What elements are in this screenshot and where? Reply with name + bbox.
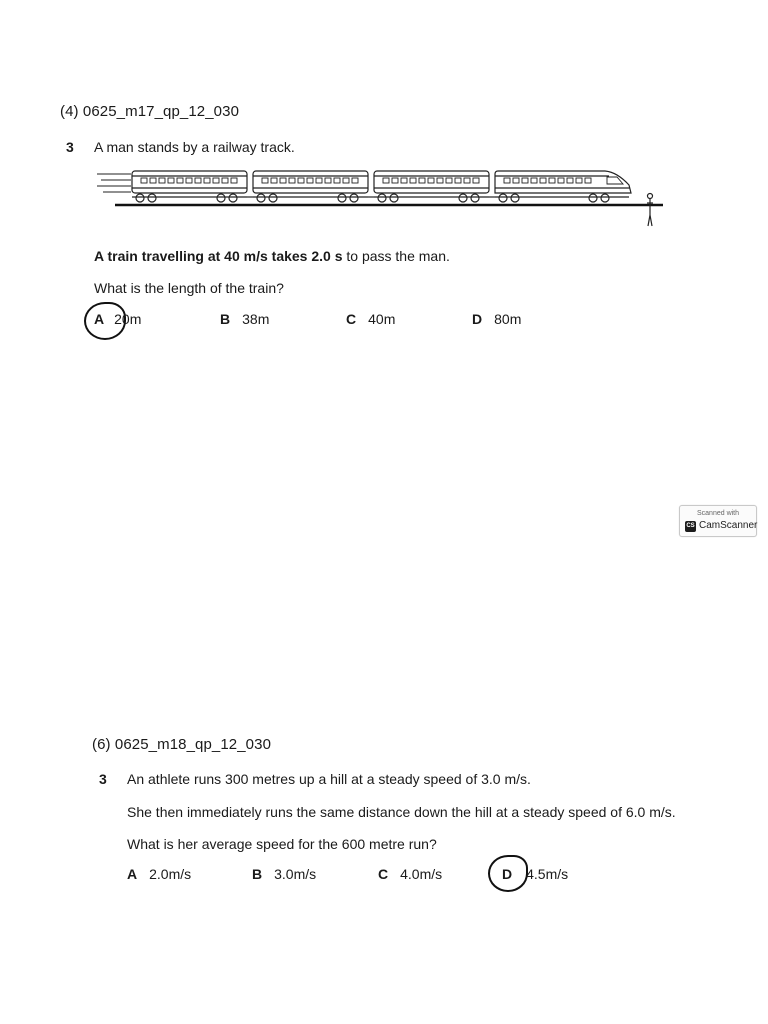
q2-option-d[interactable]: D 4.5m/s [502, 866, 569, 882]
train-diagram [95, 163, 675, 233]
train-locomotive [495, 171, 631, 202]
camscanner-badge [679, 505, 757, 537]
q1-option-c[interactable]: C 40m [346, 311, 396, 327]
question-1-code: (4) 0625_m17_qp_12_030 [60, 103, 240, 120]
question-2-code: (6) 0625_m18_qp_12_030 [92, 736, 272, 753]
man-figure [647, 194, 653, 227]
question-2-line-2: She then immediately runs the same distance down the hill at a steady speed of 6.0 m/s. [127, 804, 676, 820]
q2-option-c[interactable]: C 4.0m/s [378, 866, 443, 882]
camscanner-logo-icon: CS [685, 521, 696, 532]
question-1-question: What is the length of the train? [94, 280, 284, 296]
train-carriage [374, 171, 489, 202]
q1-option-b[interactable]: B 38m [220, 311, 270, 327]
question-1-intro: A man stands by a railway track. [94, 139, 295, 155]
question-1-number: 3 [66, 139, 74, 155]
badge-caption: Scanned with [696, 510, 740, 517]
question-2-question: What is her average speed for the 600 metre run? [127, 836, 437, 852]
question-2-line-1: An athlete runs 300 metres up a hill at a steady speed of 3.0 m/s. [127, 771, 531, 787]
badge-name: CamScanner [699, 520, 758, 531]
question-2-number: 3 [99, 771, 107, 787]
q1-option-a[interactable]: A 20m [94, 311, 142, 327]
q2-option-b[interactable]: B 3.0m/s [252, 866, 317, 882]
q1-option-d[interactable]: D 80m [472, 311, 522, 327]
train-carriage [253, 171, 368, 202]
train-carriage [132, 171, 247, 202]
question-1-statement: A train travelling at 40 m/s takes 2.0 s to pass the man. [94, 248, 450, 264]
q2-option-a[interactable]: A 2.0m/s [127, 866, 192, 882]
motion-lines [97, 174, 131, 192]
